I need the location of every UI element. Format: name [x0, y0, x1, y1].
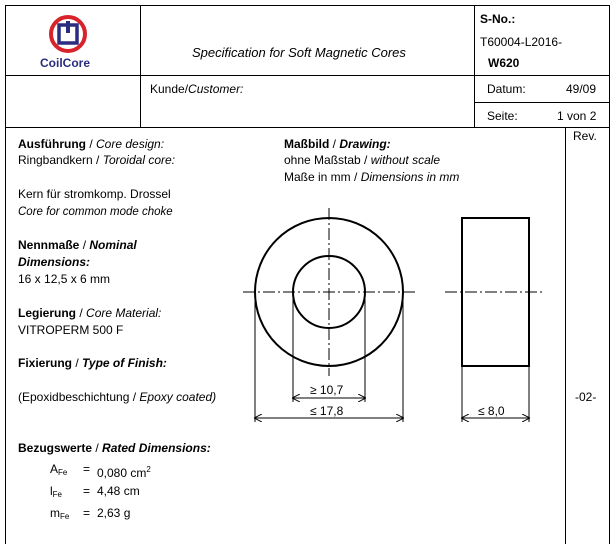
dim-height-label: ≤ 8,0	[478, 404, 505, 418]
header-divider-1	[5, 75, 610, 76]
seite-value: 1 von 2	[557, 109, 597, 123]
header-divider-2	[474, 102, 610, 103]
sno-value-suffix: W620	[488, 56, 520, 70]
frame-top	[5, 5, 610, 6]
nominal-label: Nennmaße / Nominal	[18, 238, 137, 252]
sno-value: T60004-L2016-	[480, 35, 563, 49]
technical-drawing	[235, 200, 555, 430]
purpose-en: Core for common mode choke	[18, 206, 173, 218]
company-logo	[30, 12, 110, 74]
datum-value: 49/09	[566, 82, 597, 96]
rev-col-divider	[565, 127, 566, 544]
rev-value: -02-	[575, 390, 597, 404]
core-design-value: Ringbandkern / Toroidal core:	[18, 153, 175, 167]
customer-label: Kunde/Customer:	[150, 82, 244, 96]
dim-outer-label: ≤ 17,8	[310, 404, 344, 418]
material-value: VITROPERM 500 F	[18, 323, 124, 337]
frame-right	[609, 5, 610, 544]
material-label: Legierung / Core Material:	[18, 306, 162, 320]
dim-inner-label: ≥ 10,7	[310, 383, 344, 397]
col-sno-divider	[474, 5, 475, 127]
col-logo-divider	[140, 5, 141, 127]
sno-label: S-No.:	[480, 12, 516, 26]
seite-label: Seite:	[487, 109, 518, 123]
finish-value: (Epoxidbeschichtung / Epoxy coated)	[18, 390, 217, 404]
drawing-label: Maßbild / Drawing:	[284, 137, 391, 151]
rated-item-mfe: $m_{Fe}$ = 2,63 g	[50, 506, 131, 521]
drawing-scale: ohne Maßstab / without scale	[284, 153, 441, 167]
purpose-de: Kern für stromkomp. Drossel	[18, 187, 171, 201]
rev-label: Rev.	[573, 129, 597, 143]
rated-label: Bezugswerte / Rated Dimensions:	[18, 441, 211, 455]
spec-title: Specification for Soft Magnetic Cores	[192, 45, 406, 60]
rated-item-lfe: $l_{Fe}$ = 4,48 cm	[50, 484, 140, 499]
frame-left	[5, 5, 6, 544]
nominal-label-2: Dimensions:	[18, 255, 91, 269]
datum-label: Datum:	[487, 82, 526, 96]
header-divider-3	[5, 127, 610, 128]
finish-label: Fixierung / Type of Finish:	[18, 356, 167, 370]
core-design-label: Ausführung / Core design:	[18, 137, 165, 151]
rated-item-afe: $A_{Fe}$ = 0,080 $cm^2$	[50, 462, 151, 480]
drawing-units: Maße in mm / Dimensions in mm	[284, 170, 460, 184]
logo-text: CoilCore	[40, 56, 91, 70]
nominal-value: 16 x 12,5 x 6 mm	[18, 272, 111, 286]
